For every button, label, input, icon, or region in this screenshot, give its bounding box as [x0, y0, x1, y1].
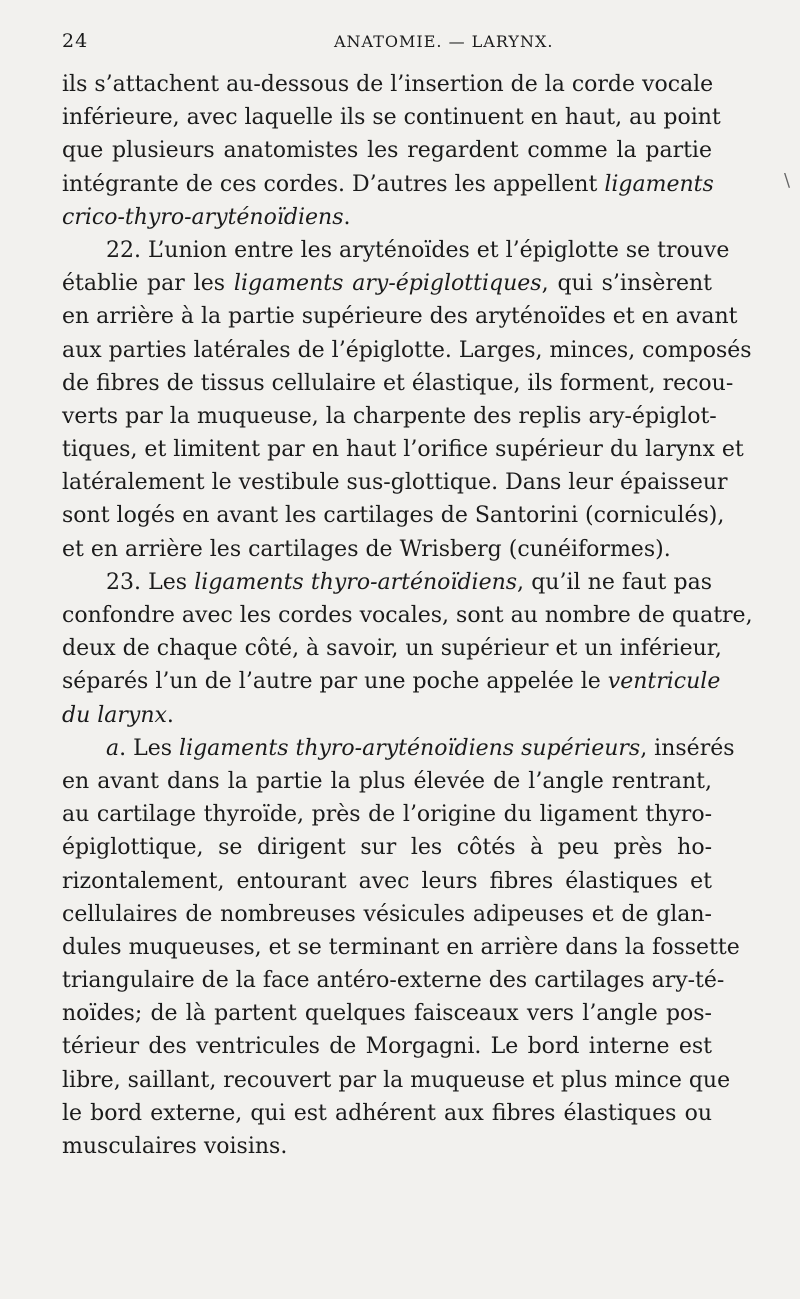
text-line	[62, 665, 721, 698]
text-run: . Les	[119, 735, 180, 761]
running-title: ANATOMIE. — LARYNX.	[334, 32, 554, 51]
italic-term: du larynx	[62, 702, 167, 728]
text-line	[62, 898, 712, 931]
text-line	[62, 1130, 712, 1163]
text-line	[62, 831, 712, 864]
text-run: tiques, et limitent par en haut l’orifice supérieur du larynx et	[62, 437, 744, 463]
page-header	[62, 30, 722, 60]
text-run: .	[166, 702, 174, 728]
text-run: noïdes; de là partent quelques faisceaux vers l’angle pos-	[62, 1001, 712, 1027]
text-run: 22. L’union entre les aryténoïdes et l’épiglotte se trouve	[106, 237, 730, 263]
text-run: , insérés	[640, 735, 735, 761]
text-line	[62, 201, 712, 234]
italic-term: ligaments ary-épiglottiques	[233, 271, 542, 297]
margin-mark: \	[784, 170, 791, 191]
text-line	[62, 234, 730, 267]
text-line	[62, 566, 712, 599]
text-line	[62, 1097, 712, 1130]
text-line	[62, 533, 712, 566]
text-run: épiglottique, se dirigent sur les côtés à peu près ho-	[62, 835, 712, 861]
italic-term: ligaments thyro-arténoïdiens	[194, 569, 518, 595]
text-run: en avant dans la partie la plus élevée de l’angle rentrant,	[62, 768, 712, 794]
text-run: .	[343, 204, 351, 230]
text-run: intégrante de ces cordes. D’autres les appellent	[62, 171, 605, 197]
text-run: inférieure, avec laquelle ils se continuent en haut, au point	[62, 105, 721, 131]
text-run: au cartilage thyroïde, près de l’origine du ligament thyro-	[62, 802, 712, 828]
text-line	[62, 300, 738, 333]
text-line	[62, 798, 712, 831]
text-run: dules muqueuses, et se terminant en arrière dans la fossette	[62, 934, 740, 960]
text-line	[62, 134, 712, 167]
italic-term: ventricule	[607, 669, 721, 695]
body-text	[62, 68, 753, 1163]
text-line	[62, 68, 712, 101]
text-run: établie par les	[62, 271, 234, 297]
text-run: verts par la muqueuse, la charpente des replis ary-épiglot-	[62, 403, 717, 429]
italic-term: a	[106, 735, 120, 761]
text-line	[62, 865, 712, 898]
text-run: cellulaires de nombreuses vésicules adipeuses et de glan-	[62, 901, 712, 927]
text-run: ils s’attachent au-dessous de l’insertion de la corde vocale	[62, 72, 714, 97]
text-line	[62, 400, 717, 433]
text-run: , qui s’insèrent	[541, 271, 712, 297]
text-line	[62, 997, 712, 1030]
text-line	[62, 765, 712, 798]
text-run: en arrière à la partie supérieure des aryténoïdes et en avant	[62, 304, 738, 330]
text-run: confondre avec les cordes vocales, sont au nombre de quatre,	[62, 603, 753, 628]
text-run: séparés l’un de l’autre par une poche appelée le	[62, 669, 608, 695]
page-number: 24	[62, 30, 89, 52]
text-line	[62, 599, 753, 632]
text-run: musculaires voisins.	[62, 1134, 288, 1159]
text-line	[62, 267, 712, 300]
text-run: deux de chaque côté, à savoir, un supérieur et un inférieur,	[62, 636, 722, 662]
text-line	[62, 367, 734, 400]
text-line	[62, 699, 712, 732]
text-run: et en arrière les cartilages de Wrisberg (cunéiformes).	[62, 536, 671, 562]
text-run: le bord externe, qui est adhérent aux fibres élastiques ou	[62, 1100, 712, 1126]
italic-term: ligaments	[604, 171, 714, 197]
text-run: que plusieurs anatomistes les regardent comme la partie	[62, 138, 712, 164]
text-line	[62, 931, 740, 964]
text-line	[62, 466, 728, 499]
text-line	[62, 1030, 712, 1063]
italic-term: ligaments thyro-aryténoïdiens supérieurs	[179, 735, 641, 761]
text-line	[62, 334, 752, 367]
text-line	[62, 499, 725, 532]
text-run: libre, saillant, recouvert par la muqueuse et plus mince que	[62, 1067, 731, 1093]
text-line	[62, 1064, 731, 1097]
text-run: triangulaire de la face antéro-externe des cartilages ary-té-	[62, 968, 725, 994]
text-run: 23. Les	[106, 569, 195, 595]
text-line	[62, 732, 735, 765]
text-line	[62, 632, 722, 665]
text-line	[62, 168, 712, 201]
text-line	[62, 101, 721, 134]
text-run: rizontalement, entourant avec leurs fibres élastiques et	[62, 868, 712, 894]
text-run: de fibres de tissus cellulaire et élastique, ils forment, recou-	[62, 370, 734, 396]
text-run: latéralement le vestibule sus-glottique. Dans leur épaisseur	[62, 470, 728, 496]
text-run: , qu’il ne faut pas	[517, 569, 712, 595]
italic-term: crico-thyro-aryténoïdiens	[62, 204, 344, 230]
text-line	[62, 433, 744, 466]
text-line	[62, 964, 725, 997]
text-run: aux parties latérales de l’épiglotte. Larges, minces, composés	[62, 337, 752, 363]
text-run: sont logés en avant les cartilages de Santorini (corniculés),	[62, 503, 725, 529]
text-run: térieur des ventricules de Morgagni. Le bord interne est	[62, 1034, 712, 1060]
